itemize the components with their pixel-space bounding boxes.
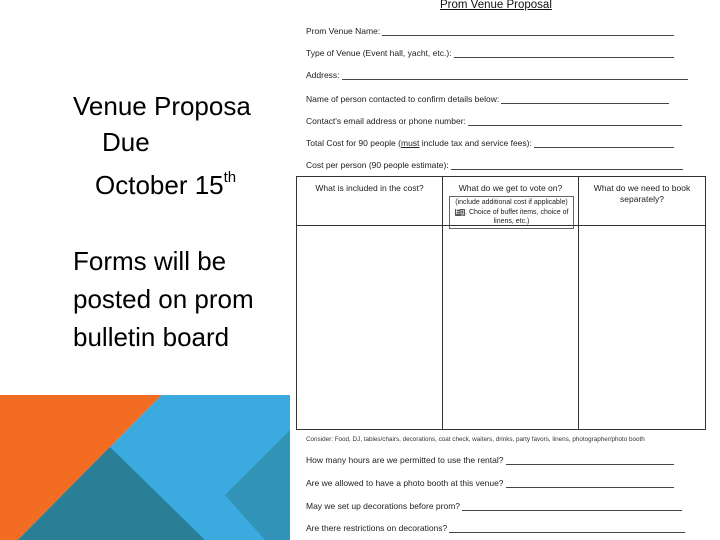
total-cost-label-post: include tax and service fees): — [419, 138, 532, 148]
heading-line-2: Due — [102, 127, 150, 157]
heading-line-3 — [0, 160, 280, 203]
decor-setup-question — [306, 501, 682, 511]
total-cost-blank — [534, 139, 674, 148]
proposal-form — [290, 0, 720, 540]
forms-notice — [73, 242, 283, 356]
venue-type-label: Type of Venue (Event hall, yacht, etc.): — [306, 48, 452, 58]
address-blank — [342, 71, 688, 80]
venue-name-field — [306, 26, 674, 36]
address-label: Address: — [306, 70, 340, 80]
contact-info-label: Contact's email address or phone number: — [306, 116, 466, 126]
table-header-divider — [297, 225, 705, 226]
cost-per-person-field — [306, 160, 683, 170]
heading-line-1: Venue Proposa — [73, 91, 251, 121]
total-cost-label-pre: Total Cost for 90 people ( — [306, 138, 401, 148]
cost-per-person-label: Cost per person (90 people estimate): — [306, 160, 449, 170]
venue-type-field — [306, 48, 674, 58]
book-separately-column — [579, 177, 705, 429]
forms-line-3: bulletin board — [73, 322, 230, 352]
hours-question — [306, 455, 674, 465]
total-cost-label — [306, 138, 532, 148]
included-column — [297, 177, 443, 429]
date-suffix: th — [223, 169, 237, 186]
book-separately-header: What do we need to book separately? — [593, 183, 691, 204]
decor-restrict-question-label: Are there restrictions on decorations? — [306, 523, 448, 533]
venue-type-blank — [454, 49, 674, 58]
vote-note-post: . Choice of buffet items, choice of linens, etc.) — [465, 208, 569, 225]
form-title: Prom Venue Proposal — [440, 0, 552, 11]
decor-restrict-blank — [449, 524, 685, 533]
decor-restrict-question — [306, 523, 685, 533]
photobooth-blank — [506, 479, 674, 488]
contact-info-blank — [468, 117, 682, 126]
hours-blank — [506, 456, 674, 465]
forms-line-2: posted on prom — [73, 284, 254, 314]
vote-header: What do we get to vote on? — [458, 183, 563, 193]
consider-note: Consider: Food, DJ, tables/chairs, decorations, coat check, waiters, drinks, party favors, linens, photographer/photo booth — [306, 436, 645, 443]
photobooth-question-label: Are we allowed to have a photo booth at this venue? — [306, 478, 504, 488]
decor-setup-question-label: May we set up decorations before prom? — [306, 501, 461, 511]
decorative-corner-shapes — [0, 395, 290, 540]
cost-per-person-blank — [451, 161, 683, 170]
venue-name-label: Prom Venue Name: — [306, 26, 381, 36]
venue-name-blank — [382, 27, 674, 36]
decor-setup-blank — [462, 502, 682, 511]
included-header: What is included in the cost? — [315, 183, 424, 193]
slide-heading — [0, 88, 280, 203]
slide-heading-block — [0, 88, 280, 203]
hours-question-label: How many hours are we permitted to use the rental? — [306, 455, 504, 465]
vote-note-pre: (include additional cost if applicable) — [455, 199, 568, 206]
contact-info-field — [306, 116, 682, 126]
contact-name-blank — [501, 95, 669, 104]
contact-name-label: Name of person contacted to confirm details below: — [306, 94, 500, 104]
total-cost-field — [306, 138, 674, 148]
vote-note — [449, 196, 574, 229]
contact-name-field — [306, 94, 669, 104]
address-field — [306, 70, 688, 80]
forms-line-1: Forms will be — [73, 246, 227, 276]
venue-details-table — [296, 176, 706, 430]
vote-note-eg: Eg — [455, 208, 465, 216]
photobooth-question — [306, 478, 674, 488]
total-cost-must: must — [400, 138, 420, 148]
vote-column — [443, 177, 579, 429]
due-date: October 15 — [95, 170, 224, 200]
